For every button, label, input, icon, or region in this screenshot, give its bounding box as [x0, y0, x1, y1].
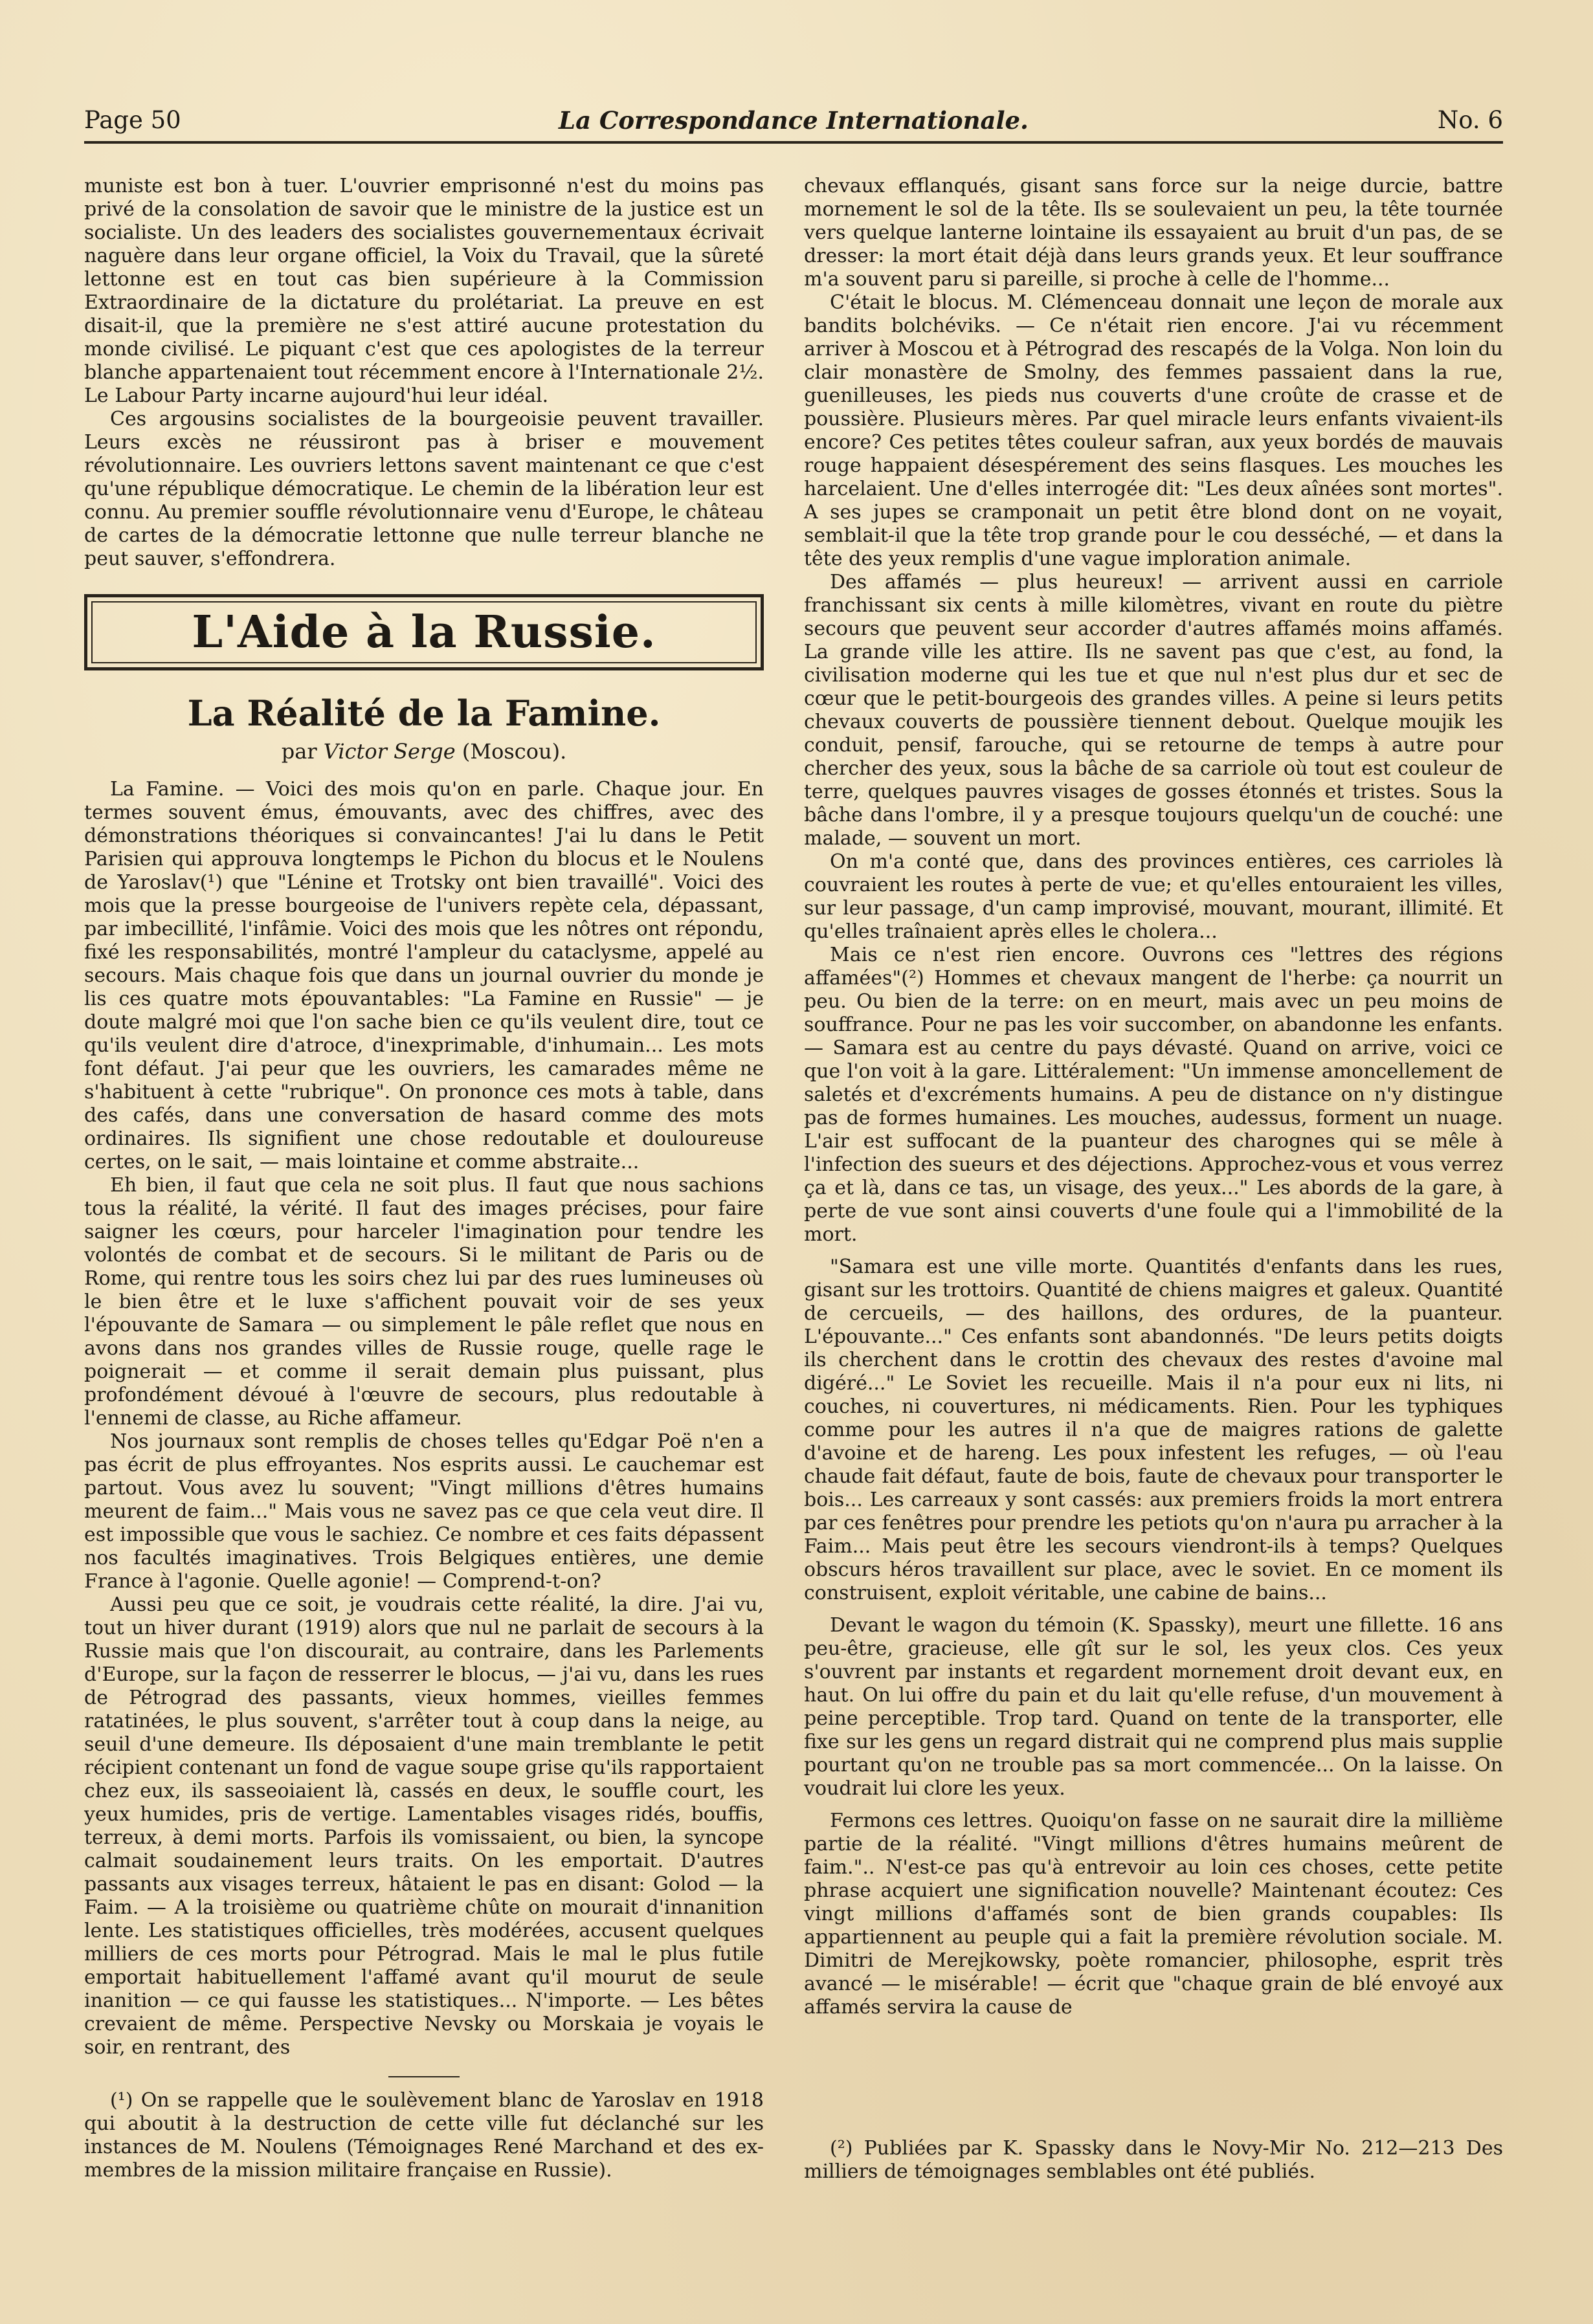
paragraph: Mais ce n'est rien encore. Ouvrons ces "lettres des régions affamées"(²) Hommes et chevaux mangent de l'herbe: ça nourrit un peu. Ou bien de la terre: on en meurt, mais avec un peu moins de souffrance. Pour ne pas les voir succomber, on abandonne les enfants. — Samara est au centre du pays dévasté. Quand on arrive, voici ce que l'on voit à la gare. Littéralement: "Un immense amoncellement de saletés et d'excréments humains. A peu de distance on n'y distingue pas de formes humaines. Les mouches, audessus, forment un nuage. L'air est suffocant de la puanteur des charognes qui se mêle à l'infection des sueurs et des déjections. Approchez-vous et vous verrez ça et là, dans ce tas, un visage, des yeux..." Les abords de la gare, à perte de vue sont ainsi couverts d'une foule qui a l'immobilité de la mort. — [804, 944, 1503, 1246]
byline — [84, 739, 764, 764]
paragraph: Ces argousins socialistes de la bourgeoisie peuvent travailler. Leurs excès ne réussiront pas à briser e mouvement révolutionnaire. Les ouvriers lettons savent maintenant ce que c'est qu'une république démocratique. Le chemin de la libération leur est connu. Au premier souffle révolutionnaire venu d'Europe, le château de cartes de la démocratie lettonne que nulle terreur blanche ne peut sauver, s'effondrera. — [84, 408, 764, 570]
section-title: L'Aide à la Russie. — [91, 601, 757, 663]
paragraph: C'était le blocus. M. Clémenceau donnait une leçon de morale aux bandits bolchéviks. — Ce n'était rien encore. J'ai vu récemment arriver à Moscou et à Pétrograd des rescapés de la Volga. Non loin du clair monastère de Smolny, des femmes passaient dans la rue, guenilleuses, les pieds nus couverts d'une croûte de crasse et de poussière. Plusieurs mères. Par quel miracle leurs enfants vivaient-ils encore? Ces petites têtes couleur safran, aux yeux bordés de mauvais rouge happaient désespérement des seins flasques. Les mouches les harcelaient. Une d'elles interrogée dit: "Les deux aînées sont mortes". A ses jupes se cramponait un petit être blond dont on ne voyait, semblait-il que la tête trop grande pour le cou desséché, — et dans la tête des yeux remplis d'une vague imploration animale. — [804, 291, 1503, 570]
footnote: (²) Publiées par K. Spassky dans le Novy-Mir No. 212—213 Des milliers de témoignages semblables ont été publiés. — [804, 2137, 1503, 2183]
footnote: (¹) On se rappelle que le soulèvement blanc de Yaroslav en 1918 qui aboutit à la destruction de cette ville fut déclanché sur les instances de M. Noulens (Témoignages René Marchand et des ex-membres de la mission militaire française en Russie). — [84, 2089, 764, 2182]
paragraph: Des affamés — plus heureux! — arrivent aussi en carriole franchissant six cents à mille kilomètres, vivant en route du piètre secours que peuvent seur accorder d'autres affamés moins affamés. La grande ville les attire. Ils ne savent pas que c'est, au fond, la civilisation moderne qui les tue et que nul n'est plus dur et sec de cœur que le petit-bourgeois des grandes villes. A peine si leurs petits chevaux couverts de poussière tiennent debout. Quelque moujik les conduit, pensif, farouche, qui se retourne de temps à autre pour chercher des yeux, sous la bâche de sa carriole où tout est couleur de terre, quelques pauvres visages de gosses étonnés et tristes. Sous la bâche dans l'ombre, il y a presque toujours quelqu'un de couché: une malade, — souvent un mort. — [804, 571, 1503, 850]
right-column — [804, 175, 1503, 2019]
journal-title: La Correspondance Internationale. — [559, 106, 1029, 135]
paragraph: Aussi peu que ce soit, je voudrais cette réalité, la dire. J'ai vu, tout un hiver durant (1919) alors que nul ne parlait de secours à la Russie mais que l'on discourait, au contraire, dans les Parlements d'Europe, sur la façon de resserrer le blocus, — j'ai vu, dans les rues de Pétrograd des passants, vieux hommes, vieilles femmes ratatinées, le plus souvent, s'arrêter tout à coup dans la neige, au seuil d'une demeure. Ils déposaient d'une main tremblante le petit récipient contenant un fond de vague soupe grise qu'ils rapportaient chez eux, ils sasseoiaient là, cassés en deux, le souffle court, les yeux humides, pris de vertige. Lamentables visages ridés, bouffis, terreux, à demi morts. Parfois ils vomissaient, ou bien, la syncope calmait soudainement leurs traits. On les emportait. D'autres passants aux visages terreux, hâtaient le pas en disant: Golod — la Faim. — A la troisième ou quatrième chûte on mourait d'innanition lente. Les statistiques officielles, très modérées, accusent quelques milliers de ces morts pour Pétrograd. Mais le mal le plus futile emportait habituellement l'affamé avant qu'il mourut de seule inanition — ce qui fausse les statistiques... N'importe. — Les bêtes crevaient de même. Perspective Nevsky ou Morskaia je voyais le soir, en rentrant, des — [84, 1593, 764, 2059]
byline-prefix: par — [281, 739, 317, 764]
paragraph: chevaux efflanqués, gisant sans force sur la neige durcie, battre mornement le sol de la tête. Ils se soulevaient un peu, la tête tournée vers quelque lanterne lointaine ils essayaient au bruit d'un pas, de se dresser: la mort était déjà dans leurs grands yeux. Et leur souffrance m'a souvent paru si pareille, si proche à celle de l'homme... — [804, 175, 1503, 291]
paragraph: Nos journaux sont remplis de choses telles qu'Edgar Poë n'en a pas écrit de plus effroyantes. Nos esprits aussi. Le cauchemar est partout. Vous avez lu souvent; "Vingt millions d'êtres humains meurent de faim..." Mais vous ne savez pas ce que cela veut dire. Il est impossible que vous le sachiez. Ce nombre et ces faits dépassent nos facultés imaginatives. Trois Belgiques entières, une demie France à l'agonie. Quelle agonie! — Comprend-t-on? — [84, 1430, 764, 1593]
footnote-divider — [388, 2076, 460, 2077]
paragraph: On m'a conté que, dans des provinces entières, ces carrioles là couvraient les routes à perte de vue; et qu'elles entouraient les villes, sur leur passage, d'un camp improvisé, mouvant, mourant, illimité. Et qu'elles traînaient après elles le cholera... — [804, 850, 1503, 943]
footnote-block-right — [804, 2137, 1503, 2184]
paragraph: muniste est bon à tuer. L'ouvrier emprisonné n'est du moins pas privé de la consolation de savoir que le ministre de la justice est un socialiste. Un des leaders des socialistes gouvernementaux écrivait naguère dans leur organe officiel, la Voix du Travail, que la sûreté lettonne est en tout cas bien supérieure à la Commission Extraordinaire de la dictature du prolétariat. La preuve en est disait-il, que la première ne s'est attiré aucune protestation du monde civilisé. Le piquant c'est que ces apologistes de la terreur blanche appartenaient tout récemment encore à l'Internationale 2½. Le Labour Party incarne aujourd'hui leur idéal. — [84, 175, 764, 407]
paragraph: Devant le wagon du témoin (K. Spassky), meurt une fillette. 16 ans peu-être, gracieuse, elle gît sur le sol, les yeux clos. Ces yeux s'ouvrent par instants et regardent mornement droit devant eux, en haut. On lui offre du pain et du lait qu'elle refuse, d'un mouvement à peine perceptible. Trop tard. Quand on tente de la transporter, elle fixe sur les gens un regard distrait qui ne comprend plus mais supplie pourtant qu'on ne trouble pas sa mort commencée... On la laisse. On voudrait lui clore les yeux. — [804, 1614, 1503, 1800]
section-title-box — [84, 594, 764, 670]
page-number: Page 50 — [84, 106, 181, 134]
paragraph: Fermons ces lettres. Quoiqu'on fasse on ne saurait dire la millième partie de la réalité. "Vingt millions d'êtres humains meûrent de faim.".. N'est-ce pas qu'à entrevoir au loin ces choses, cette petite phrase acquiert une signification nouvelle? Maintenant écoutez: Ces vingt millions d'affamés sont de bien grands coupables: Ils appartiennent au peuple qui a fait la première révolution sociale. M. Dimitri de Merejkowsky, poète romancier, philosophe, esprit très avancé — le misérable! — écrit que "chaque grain de blé envoyé aux affamés servira la cause de — [804, 1809, 1503, 2019]
paragraph: "Samara est une ville morte. Quantités d'enfants dans les rues, gisant sur les trottoirs. Quantité de chiens maigres et galeux. Quantité de cercueils, — des haillons, des ordures, de la puanteur. L'épouvante..." Ces enfants sont abandonnés. "De leurs petits doigts ils cherchent dans le crottin des chevaux des restes d'avoine mal digéré..." Le Soviet les recueille. Mais il n'a pour eux ni lits, ni couches, ni couvertures, ni médicaments. Rien. Pour les typhiques comme pour les autres il n'a que de maigres rations de galette d'avoine et de hareng. Les poux infestent les refuges, — où l'eau chaude fait défaut, faute de bois, faute de chevaux pour transporter le bois... Les carreaux y sont cassés: aux premiers froids la mort entrera par ces fenêtres pour prendre les petiots qu'on n'aura pu arracher à la Faim... Mais peut être les secours viendront-ils à temps? Quelques obscurs héros travaillent sur place, avec le soviet. En ce moment ils construisent, exploit véritable, une cabine de bains... — [804, 1256, 1503, 1604]
page-header — [84, 102, 1503, 144]
paragraph: Eh bien, il faut que cela ne soit plus. Il faut que nous sachions tous la réalité, la vérité. Il faut des images précises, pour faire saigner les cœurs, pour harceler l'imagination pour tendre les volontés de combat et de secours. Si le militant de Paris ou de Rome, qui rentre tous les soirs chez lui par des rues lumineuses où le bien être et le luxe s'affichent pouvait voir de ses yeux l'épouvante de Samara — ou simplement le pâle reflet que nous en avons dans nos grandes villes de Russie rouge, quelle rage le poignerait — et comme il serait demain plus puissant, plus profondément dévoué à l'œuvre de secours, plus redoutable à l'ennemi de classe, au Riche affameur. — [84, 1174, 764, 1430]
author: Victor Serge — [323, 739, 456, 764]
left-column — [84, 175, 764, 2182]
article-title: La Réalité de la Famine. — [187, 692, 661, 734]
byline-suffix: (Moscou). — [462, 739, 567, 764]
issue-number: No. 6 — [1437, 106, 1503, 134]
paragraph: La Famine. — Voici des mois qu'on en parle. Chaque jour. En termes souvent émus, émouvants, avec des chiffres, avec des démonstrations théoriques si convaincantes! J'ai lu dans le Petit Parisien qui approuva longtemps le Pichon du blocus et le Noulens de Yaroslav(¹) que "Lénine et Trotsky ont bien travaillé". Voici des mois que la presse bourgeoise de l'univers repète cela, dépassant, par imbecillité, l'infâmie. Voici des mois que les nôtres ont répondu, fixé les responsabilités, montré l'ampleur du cataclysme, appelé au secours. Mais chaque fois que dans un journal ouvrier du monde je lis ces quatre mots épouvantables: "La Famine en Russie" — je doute malgré moi que l'on sache bien ce qu'ils veulent dire, tout ce qu'ils veulent dire d'atroce, d'inexprimable, d'inhumain... Les mots font défaut. J'ai peur que les ouvriers, les camarades même ne s'habituent à cette "rubrique". On prononce ces mots à table, dans des cafés, dans une conversation de hasard comme des mots ordinaires. Ils signifient une chose redoutable et douloureuse certes, on le sait, — mais lointaine et comme abstraite... — [84, 778, 764, 1173]
